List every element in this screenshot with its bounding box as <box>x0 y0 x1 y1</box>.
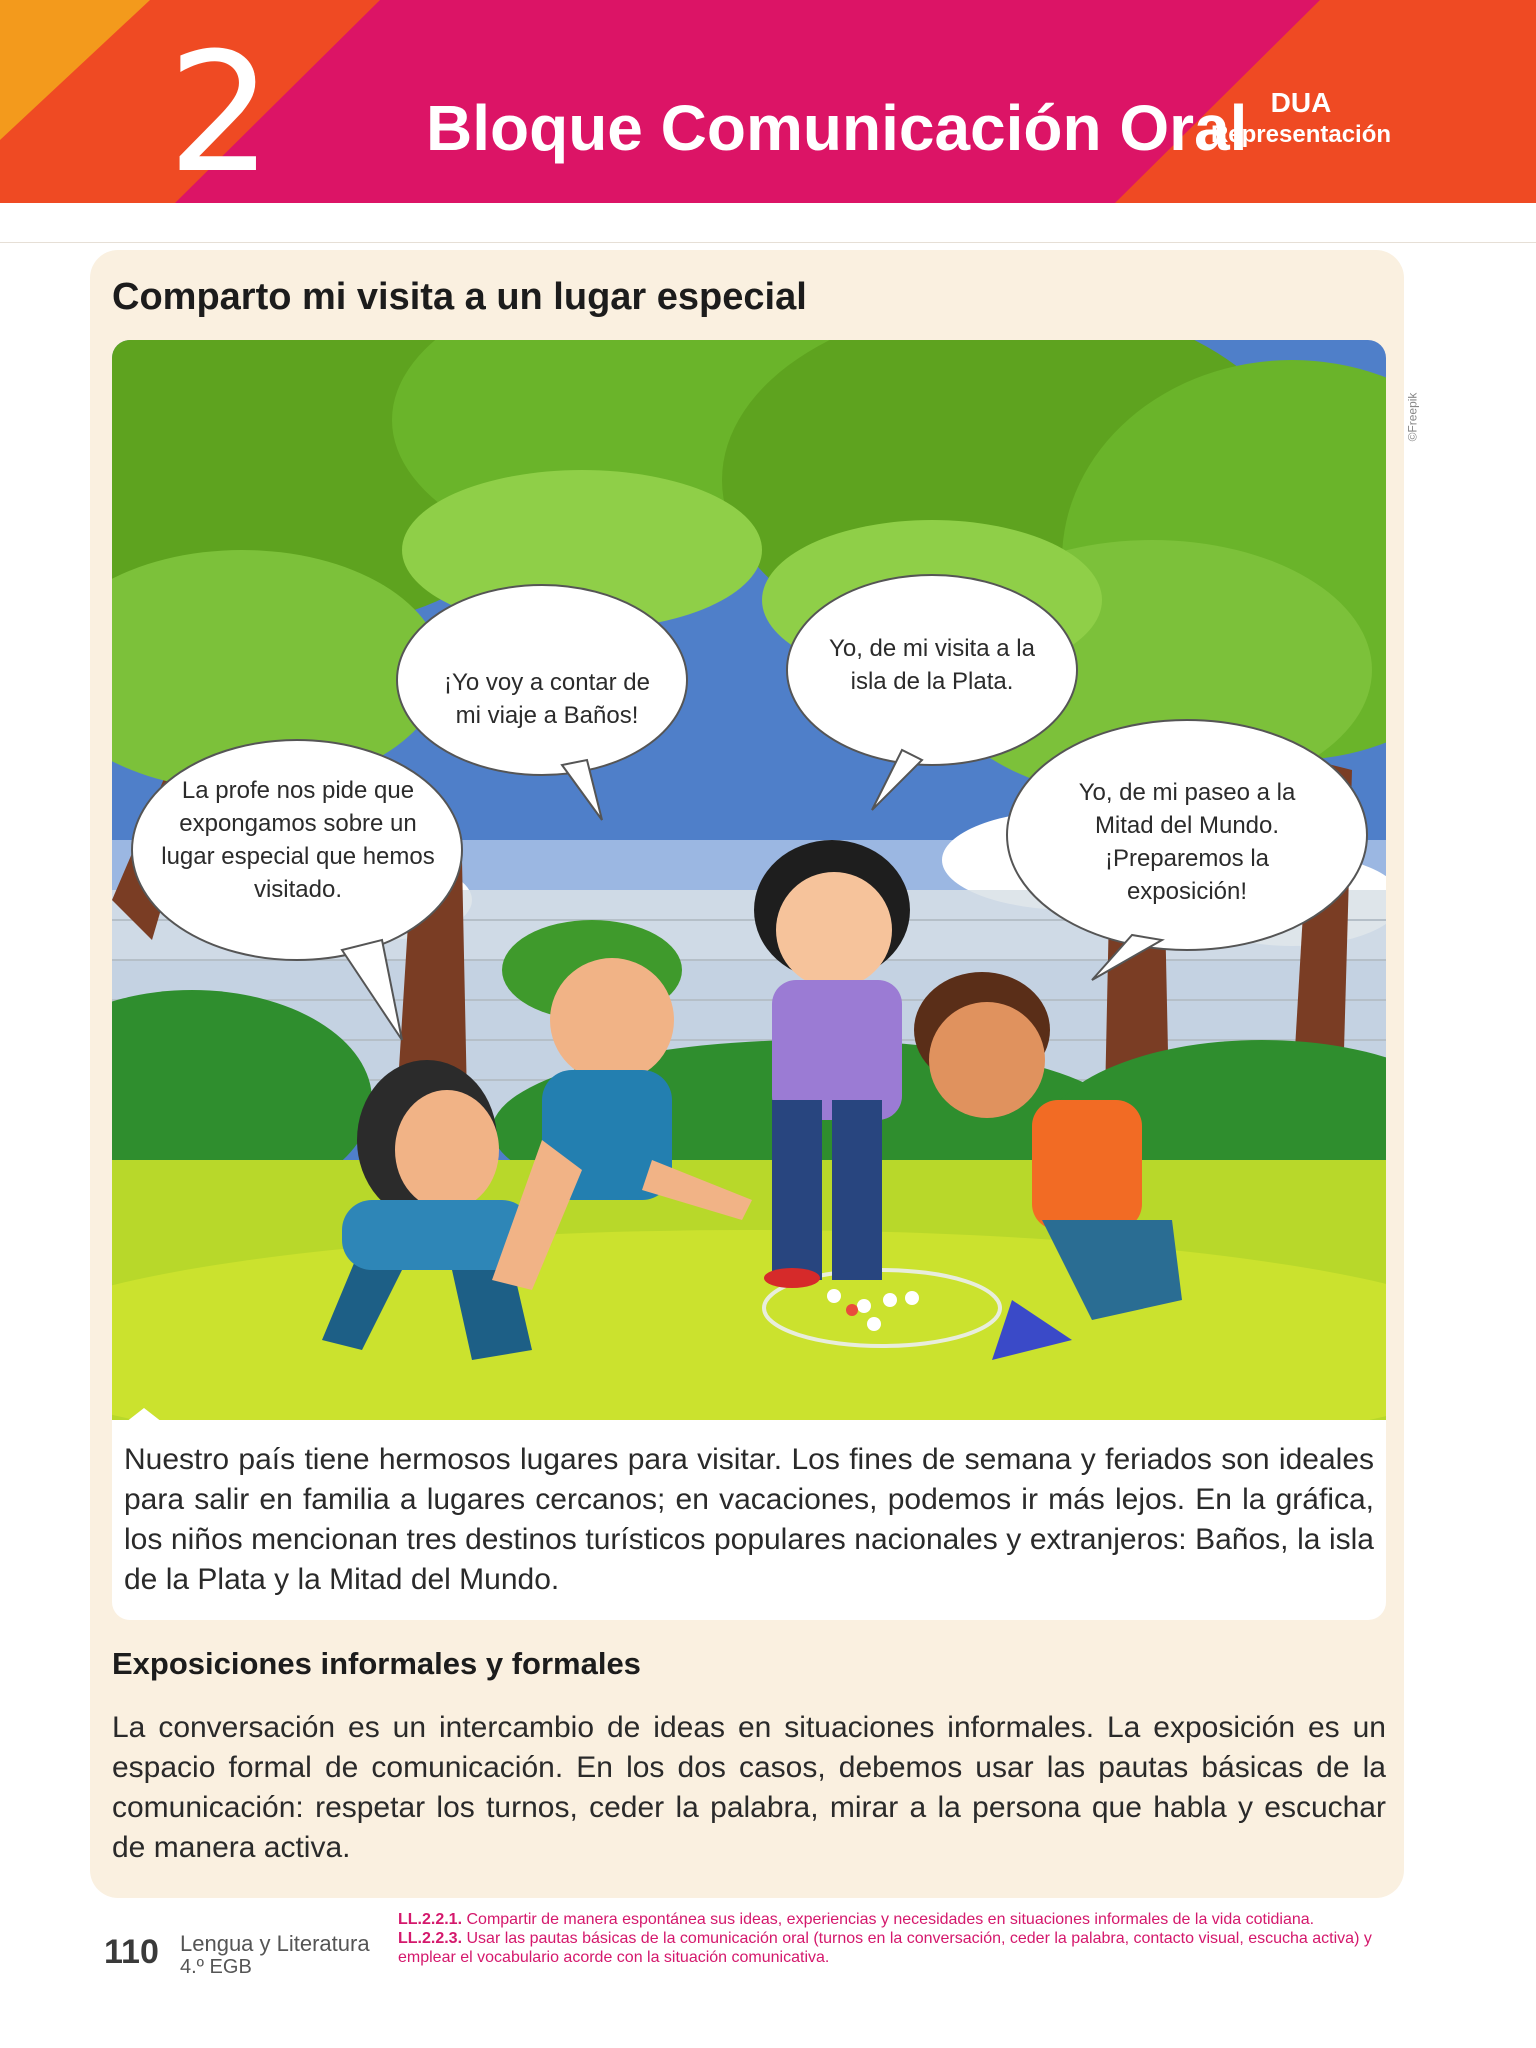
subsection-body: La conversación es un intercambio de ideas en situaciones informales. La exposición es un espacio formal de comunicación. En los dos casos, debemos usar las pautas básicas de la comunicación: respetar los turnos, ceder la palabra, mirar a la persona que habla y escuchar de manera activa. <box>112 1711 1386 1864</box>
dua-label: DUA <box>1270 87 1332 118</box>
skill-text: Compartir de manera espontánea sus ideas, experiencias y necesidades en situaciones informales de la vida cotidiana. <box>466 1911 1315 1928</box>
section-title: Comparto mi visita a un lugar especial <box>112 276 807 318</box>
illustration <box>112 340 1386 1420</box>
speech-bubble-4: Yo, de mi paseo a la Mitad del Mundo. ¡Preparemos la exposición! <box>1078 779 1296 905</box>
image-credit: ©Freepik <box>1405 392 1420 442</box>
skill-code: LL.2.2.1. <box>398 1911 463 1928</box>
activity-card <box>90 250 1404 1898</box>
dua-representation-label: Representación <box>1210 121 1392 148</box>
skill-item <box>398 1910 1398 1929</box>
header-banner <box>0 0 1536 203</box>
caption-text: Nuestro país tiene hermosos lugares para visitar. Los fines de semana y feriados son ideales para salir en familia a lugares cercanos; en vacaciones, podemos ir más lejos. En la gráfica, los niños mencionan tres destinos turísticos populares nacionales y extranjeros: Baños, la isla de la Plata y la Mitad del Mundo. <box>124 1443 1374 1596</box>
page-number: 110 <box>104 1933 159 1971</box>
block-title: Bloque Comunicación Oral <box>426 92 1248 164</box>
subsection-title: Exposiciones informales y formales <box>112 1646 641 1681</box>
speech-bubble-3: Yo, de mi visita a la isla de la Plata. <box>829 635 1035 695</box>
skill-text: Usar las pautas básicas de la comunicación oral (turnos en la conversación, ceder la palabra, contacto visual, escucha activa) y emplear el vocabulario acorde con la situación comunicativa. <box>398 1930 1372 1966</box>
grade-label: 4.º EGB <box>180 1956 252 1978</box>
skills-list <box>398 1910 1398 1967</box>
speech-bubble-2: ¡Yo voy a contar de mi viaje a Baños! <box>444 669 650 729</box>
unit-number: 2 <box>167 17 273 203</box>
caption-pointer <box>126 1408 162 1422</box>
skill-item <box>398 1929 1398 1967</box>
speech-bubble-1: La profe nos pide que expongamos sobre un lugar especial que hemos visitado. <box>161 777 435 903</box>
subject-label: Lengua y Literatura <box>180 1931 370 1956</box>
caption-box <box>112 1420 1386 1620</box>
header-divider <box>0 242 1536 243</box>
skill-code: LL.2.2.3. <box>398 1930 463 1947</box>
